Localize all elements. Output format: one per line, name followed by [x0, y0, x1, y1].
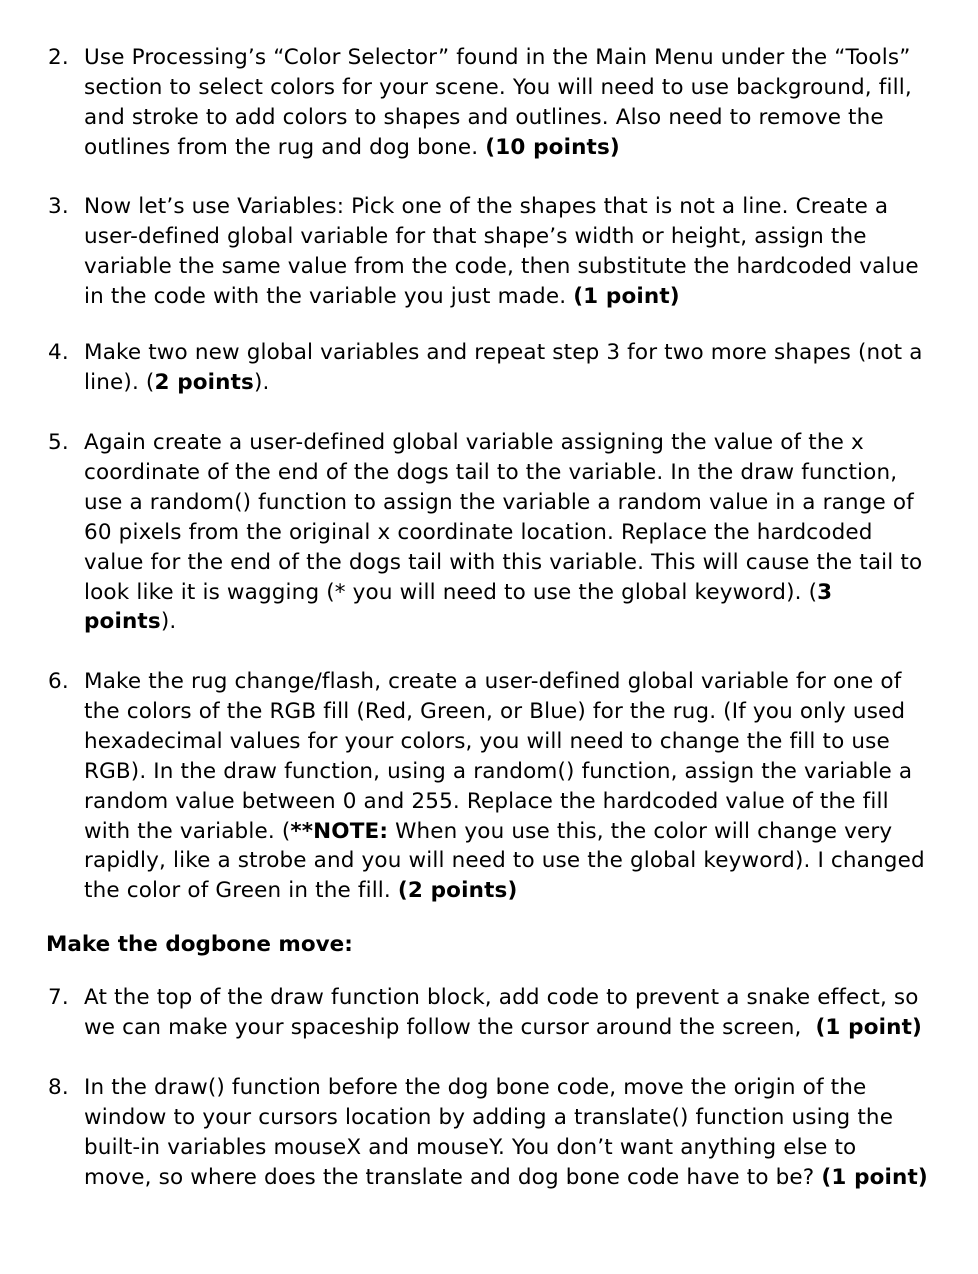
item-number: 4. — [48, 340, 69, 365]
item-text-line: Make two new global variables and repeat step 3 for two more shapes (not a — [84, 340, 923, 365]
item-number: 8. — [48, 1075, 69, 1100]
points-label: (10 points) — [485, 134, 620, 160]
item-text-line: and stroke to add colors to shapes and outlines. Also need to remove the — [84, 104, 884, 130]
item-text-line: move, so where does the translate and dog bone code have to be? (1 point) — [84, 1164, 928, 1190]
points-label: 3 — [817, 579, 833, 605]
item-number: 2. — [48, 45, 69, 70]
item-text-line: line). (2 points). — [84, 369, 270, 395]
item-text-line: with the variable. (**NOTE: When you use this, the color will change very — [84, 818, 893, 844]
item-number: 5. — [48, 430, 69, 455]
list-item-4 — [48, 338, 948, 398]
item-text-line: points). — [84, 609, 177, 635]
item-text-line: outlines from the rug and dog bone. (10 points) — [84, 134, 620, 160]
points-label: 2 points — [154, 369, 255, 395]
section-heading: Make the dogbone move: — [46, 932, 353, 957]
item-text-line: the color of Green in the fill. (2 points) — [84, 878, 518, 904]
item-text-line: user-defined global variable for that shape’s width or height, assign the — [84, 223, 867, 249]
item-text-line: variable the same value from the code, then substitute the hardcoded value — [84, 253, 919, 279]
item-text-line: value for the end of the dogs tail with this variable. This will cause the tail to — [84, 549, 923, 575]
item-text-line: Use Processing’s “Color Selector” found in the Main Menu under the “Tools” — [84, 45, 911, 70]
item-text-line: Now let’s use Variables: Pick one of the shapes that is not a line. Create a — [84, 194, 889, 219]
item-text-line: window to your cursors location by adding a translate() function using the — [84, 1104, 894, 1130]
item-text-line: look like it is wagging (* you will need to use the global keyword). (3 — [84, 579, 833, 605]
list-item-3 — [48, 192, 948, 312]
item-text-line: in the code with the variable you just made. (1 point) — [84, 283, 680, 309]
note-label: **NOTE: — [290, 818, 389, 844]
item-text-line: random value between 0 and 255. Replace the hardcoded value of the fill — [84, 788, 889, 814]
item-text-line: RGB). In the draw function, using a random() function, assign the variable a — [84, 758, 913, 784]
points-label: (2 points) — [397, 878, 518, 904]
item-text-line: hexadecimal values for your colors, you will need to change the fill to use — [84, 728, 890, 754]
item-text-line: 60 pixels from the original x coordinate location. Replace the hardcoded — [84, 519, 873, 545]
item-text-line: use a random() function to assign the variable a random value in a range of — [84, 489, 914, 515]
item-number: 3. — [48, 194, 69, 219]
list-item-8 — [48, 1073, 948, 1193]
item-text-line: we can make your spaceship follow the cursor around the screen, (1 point) — [84, 1014, 923, 1040]
list-item-2 — [48, 43, 948, 163]
item-number: 6. — [48, 669, 69, 694]
item-text-line: rapidly, like a strobe and you will need to use the global keyword). I changed — [84, 848, 925, 874]
points-label: (1 point) — [815, 1014, 923, 1040]
item-text-line: built-in variables mouseX and mouseY. You don’t want anything else to — [84, 1134, 857, 1160]
item-text-line: Again create a user-defined global variable assigning the value of the x — [84, 430, 864, 455]
points-label: (1 point) — [821, 1164, 928, 1190]
item-text-line: coordinate of the end of the dogs tail to the variable. In the draw function, — [84, 459, 898, 485]
item-text-line: the colors of the RGB fill (Red, Green, or Blue) for the rug. (If you only used — [84, 698, 906, 724]
item-number: 7. — [48, 985, 69, 1010]
item-text-line: Make the rug change/flash, create a user-defined global variable for one of — [84, 669, 902, 694]
item-text-line: At the top of the draw function block, add code to prevent a snake effect, so — [84, 985, 919, 1010]
list-item-5 — [48, 428, 948, 637]
list-item-6 — [48, 667, 948, 906]
points-label: (1 point) — [573, 283, 680, 309]
item-text-line: In the draw() function before the dog bone code, move the origin of the — [84, 1075, 867, 1100]
list-item-7 — [48, 983, 948, 1043]
item-text-line: section to select colors for your scene. You will need to use background, fill, — [84, 74, 912, 100]
points-label: points — [84, 609, 161, 635]
